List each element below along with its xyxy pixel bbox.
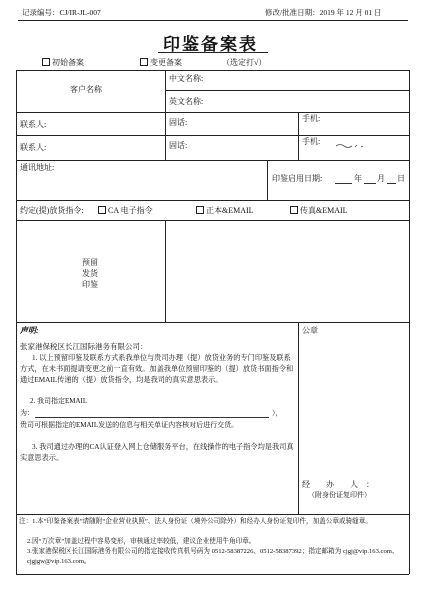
address-label: 通讯地址:: [20, 163, 55, 172]
statement-title: 声明:: [20, 326, 39, 335]
release-option-ca[interactable]: CA 电子指令: [98, 206, 153, 216]
note-3: 3.张家港保税区长江国际港务有限公司的指定接收传真机号码为 0512-58387226、0512-58387392；指定邮箱为 cjgj@vip.163.com、cjgjgw@vip.163.com。: [27, 548, 399, 565]
reserved-label-3: 印鉴: [82, 280, 98, 289]
statement-paragraph-2: 贵司可根据指定的EMAIL发送的信息与相关单证内容核对后进行交货。: [20, 421, 239, 429]
statement-addressee: 张家港保税区长江国际港务有限公司：: [20, 342, 148, 351]
statement-paragraph-1: 1. 以上预留印鉴及联系方式系我单位与贵司办理（提）放货业务的专门印鉴及联系方式，在未书面提请变更之前一直有效。加盖我单位预留印鉴的（提）放货书面指令和通过EMAIL传递的（提）放货指令，均是我司的真实意思表示。: [20, 354, 294, 384]
record-number: 记录编号：CJ/IR-JL-007: [22, 8, 101, 17]
statement-email-suffix: ），: [272, 409, 283, 417]
mobile1-label: 手机:: [302, 114, 321, 123]
statement-email-label: 2. 我司指定EMAIL: [30, 397, 88, 405]
seal-date-day: 日: [397, 174, 405, 183]
option-initial[interactable]: 初始备案: [42, 58, 84, 68]
checkbox-fax[interactable]: [290, 206, 298, 214]
reserved-label-2: 发货: [82, 269, 98, 278]
header-rule: [18, 20, 408, 21]
official-seal-label: 公章: [302, 326, 318, 335]
release-option-fax[interactable]: 传真&EMAIL: [290, 206, 348, 216]
note-1: 注：1.本“印鉴备案表”请随附“企业营业执照”、法人身份证（境外公司除外）和经办人身份证复印件，加盖公章或骑缝章。: [19, 518, 372, 525]
note-2: 2.因“万次章”加盖过程中容易变形，审核通过率较低，建议企业使用牛角印章。: [27, 538, 256, 545]
email-input-line[interactable]: [35, 417, 269, 418]
checkbox-change[interactable]: [140, 58, 148, 66]
option-hint: （选定打√）: [222, 58, 267, 67]
title-underline: [158, 52, 268, 53]
handler-label: 经 办 人 ：: [302, 480, 374, 489]
seal-date-day-blank[interactable]: [387, 183, 396, 184]
english-name-label: 英文名称:: [169, 97, 204, 106]
reserved-label-1: 预留: [82, 258, 98, 267]
revision-date: 修改/批准日期：2019 年 12 月 01 日: [265, 8, 382, 17]
seal-date-month: 月: [377, 174, 385, 183]
contact1-label: 联系人:: [20, 120, 47, 129]
page-title: 印鉴备案表: [163, 35, 258, 55]
checkbox-ca[interactable]: [98, 206, 106, 214]
seal-date-label: 印鉴启用日期:: [272, 174, 323, 183]
seal-date-year: 年: [354, 174, 362, 183]
release-label: 约定(提)放货指令:: [20, 206, 84, 215]
chinese-name-label: 中文名称:: [169, 74, 204, 83]
option-change[interactable]: 变更备案: [140, 58, 182, 68]
statement-paragraph-3: 3. 我司通过办理的CA认证登入网上仓储服务平台，在线操作的电子指令均是我司真实意思表示。: [20, 443, 294, 462]
seal-date-month-blank[interactable]: [364, 183, 376, 184]
handler-note: （附身份证复印件）: [308, 491, 371, 499]
phone2-label: 固话:: [169, 141, 188, 150]
contact2-label: 联系人:: [20, 143, 47, 152]
release-option-original[interactable]: 正本&EMAIL: [196, 206, 254, 216]
client-name-label: 客户名称: [70, 85, 102, 94]
seal-date-year-blank[interactable]: [335, 183, 352, 184]
statement-email-prefix: 为：: [20, 409, 34, 417]
phone1-label: 固话:: [169, 118, 188, 127]
handwritten-mark: [335, 141, 369, 149]
checkbox-original[interactable]: [196, 206, 204, 214]
mobile2-label: 手机:: [302, 137, 321, 146]
checkbox-initial[interactable]: [42, 58, 50, 66]
